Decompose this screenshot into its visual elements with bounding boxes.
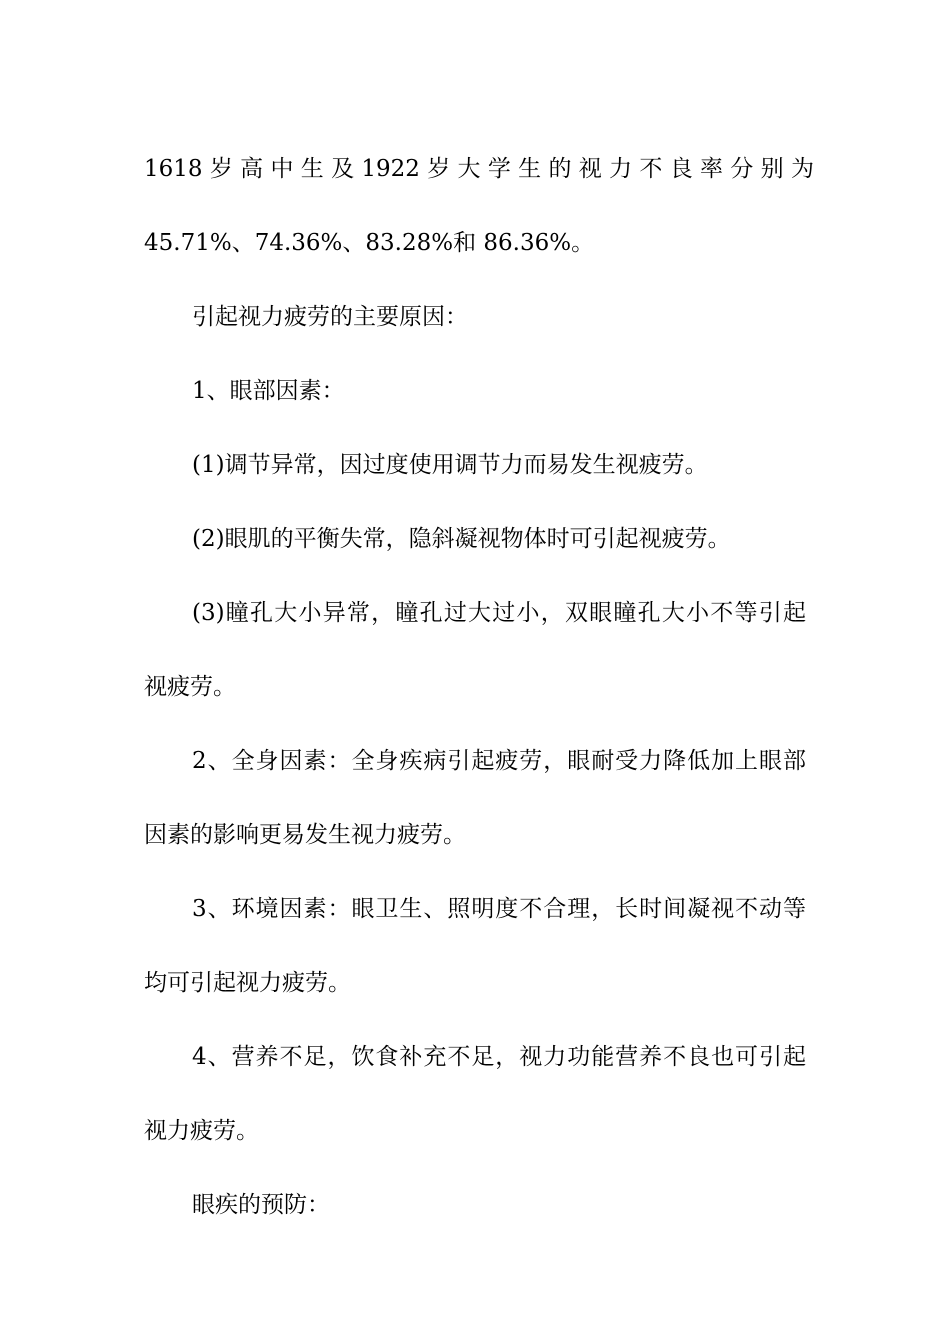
section-heading-prevention: 眼疾的预防： <box>192 1192 330 1218</box>
list-item-environment-2: 均可引起视力疲劳。 <box>144 970 351 996</box>
list-item-nutrition-2: 视力疲劳。 <box>144 1118 259 1144</box>
list-item-systemic-1: 2、全身因素：全身疾病引起疲劳，眼耐受力降低加上眼部 <box>192 748 806 774</box>
text-line-statistics-2: 45.71%、74.36%、83.28%和 86.36%。 <box>144 230 595 256</box>
sub-item-pupil-2: 视疲劳。 <box>144 674 236 700</box>
list-item-environment-1: 3、环境因素：眼卫生、照明度不合理，长时间凝视不动等 <box>192 896 806 922</box>
sub-item-eye-muscle: (2)眼肌的平衡失常，隐斜凝视物体时可引起视疲劳。 <box>192 526 731 552</box>
list-item-nutrition-1: 4、营养不足，饮食补充不足，视力功能营养不良也可引起 <box>192 1044 806 1070</box>
sub-item-accommodation: (1)调节异常，因过度使用调节力而易发生视疲劳。 <box>192 452 708 478</box>
sub-item-pupil-1: (3)瞳孔大小异常，瞳孔过大过小，双眼瞳孔大小不等引起 <box>192 600 806 626</box>
list-item-systemic-2: 因素的影响更易发生视力疲劳。 <box>144 822 466 848</box>
document-body <box>144 132 814 1242</box>
section-heading-causes: 引起视力疲劳的主要原因： <box>192 304 468 330</box>
list-item-eye-factors: 1、眼部因素： <box>192 378 345 404</box>
text-line-statistics-1: 1618 岁 高 中 生 及 1922 岁 大 学 生 的 视 力 不 良 率 分 别 为 <box>144 156 814 182</box>
